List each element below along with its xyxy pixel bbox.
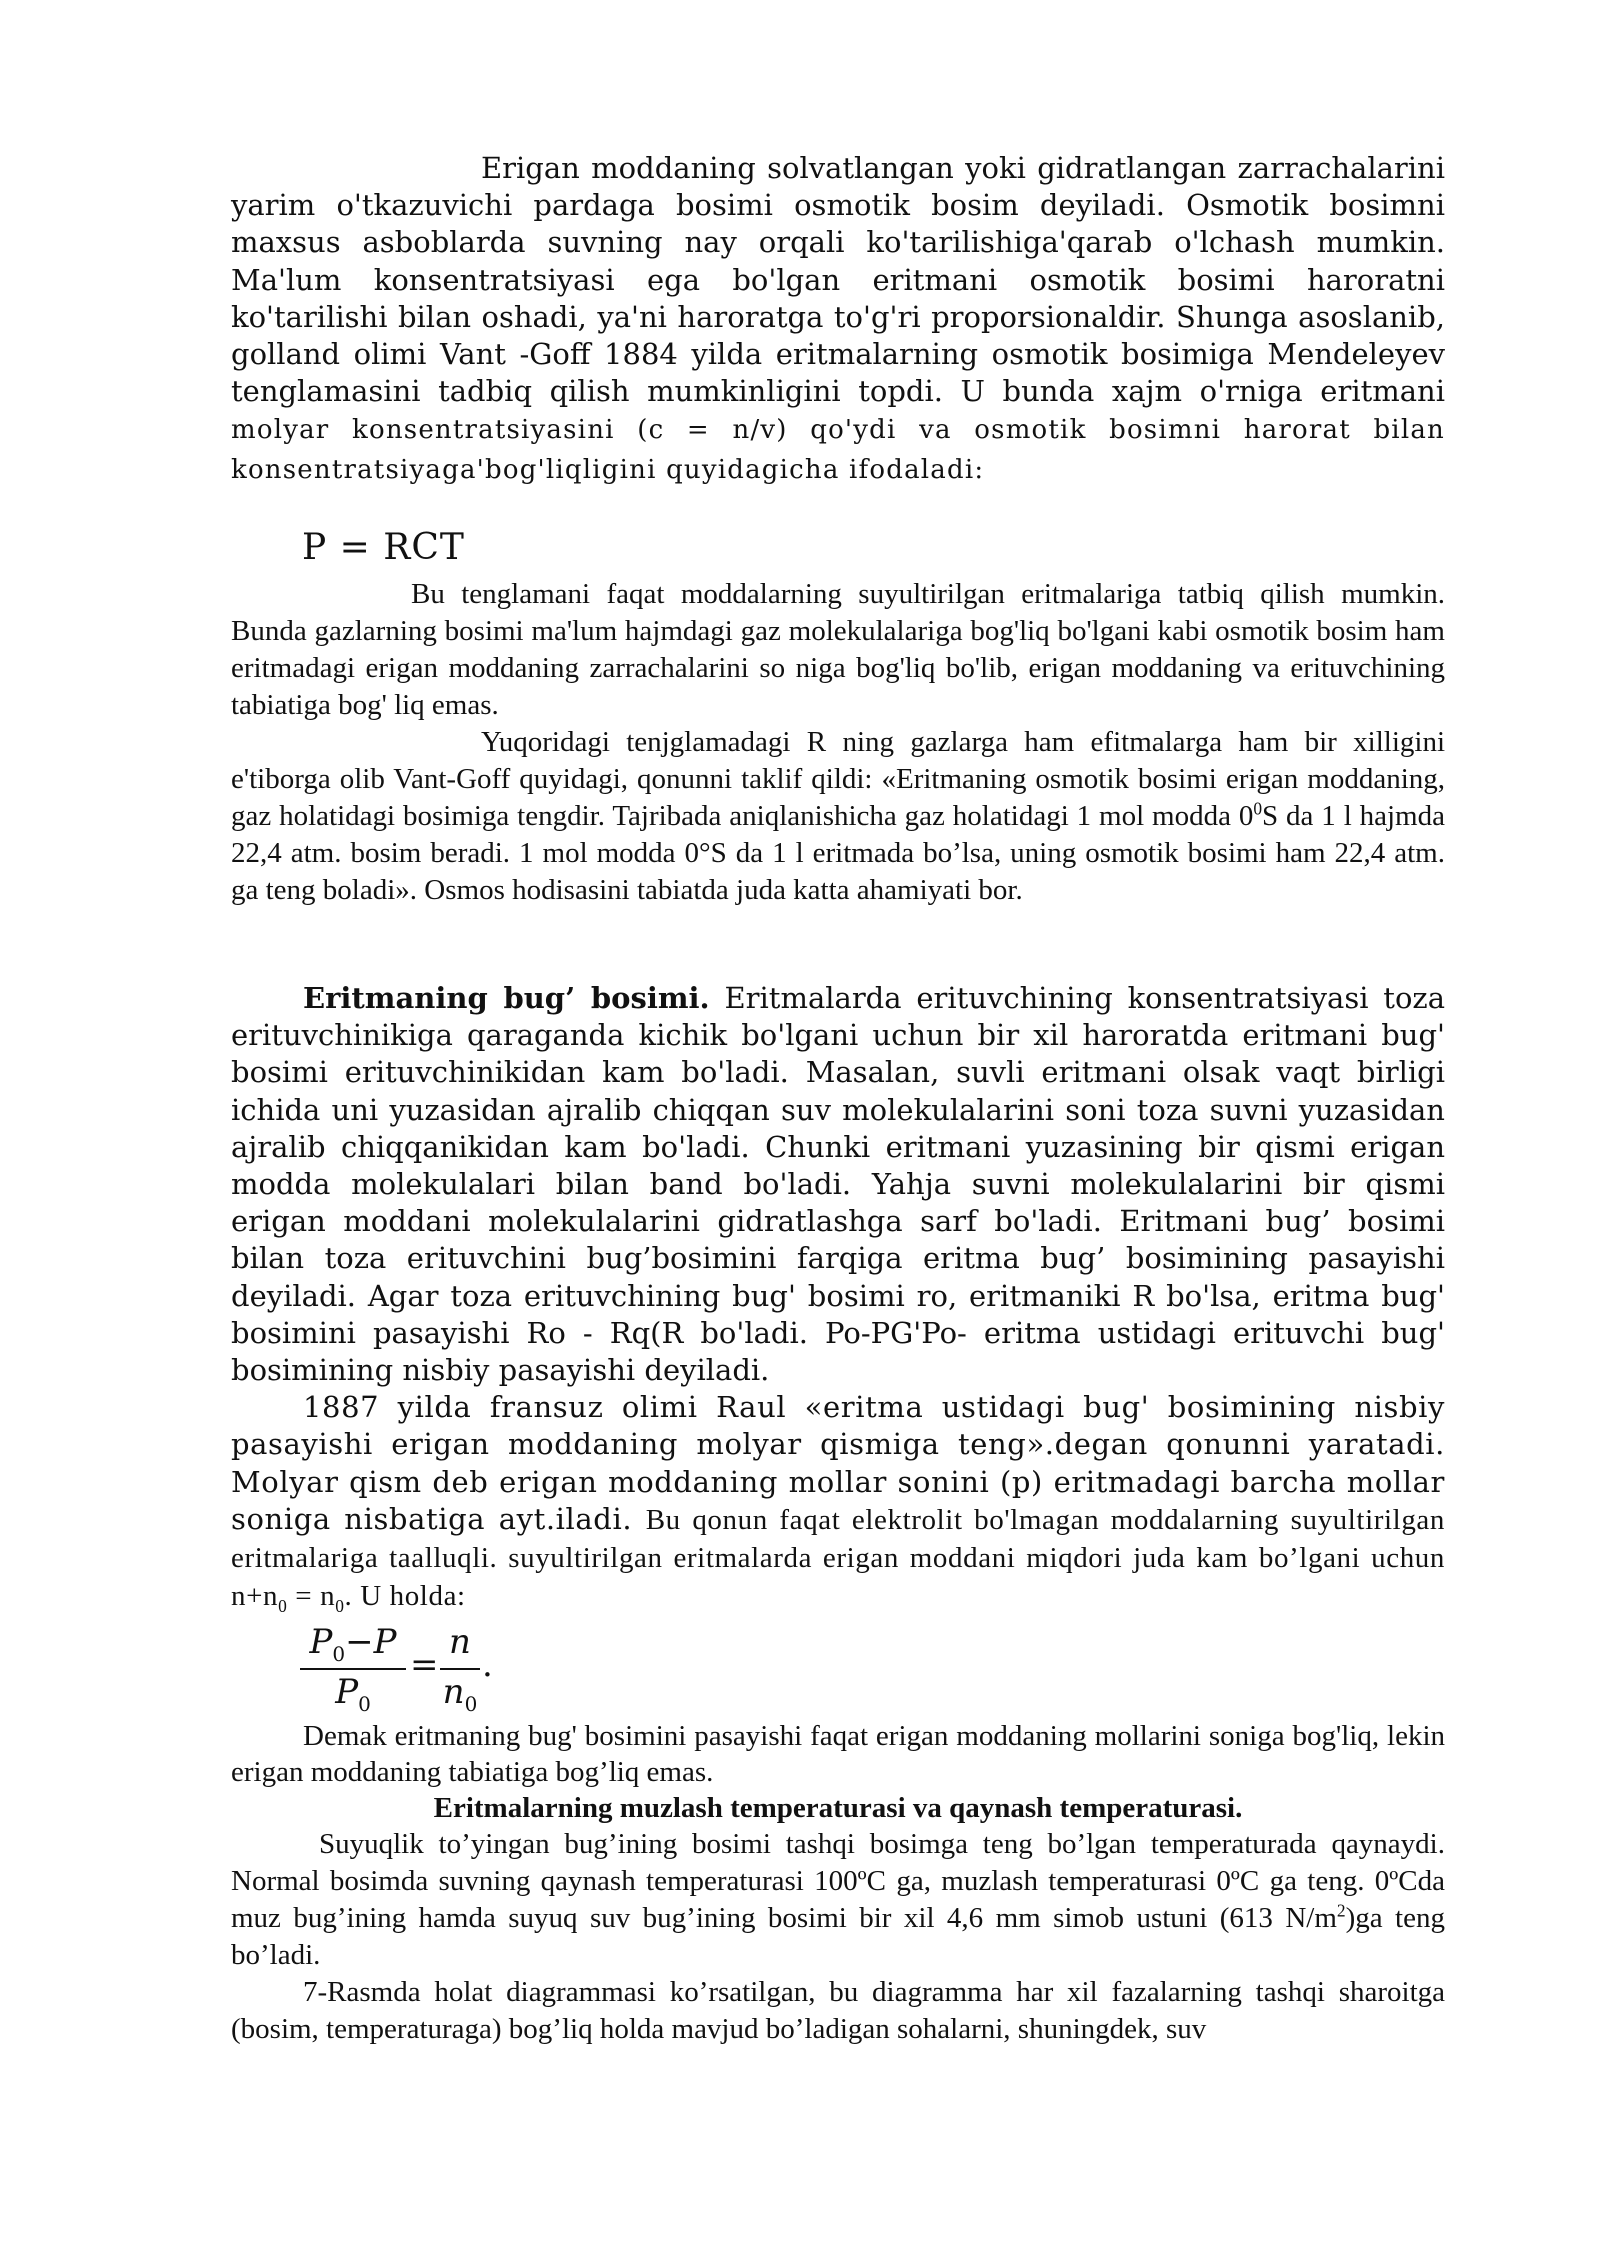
symbol: P — [335, 1672, 359, 1712]
subscript: 0 — [335, 1596, 345, 1617]
paragraph-text: . U holda: — [344, 1580, 466, 1613]
subscript: 0 — [278, 1596, 288, 1617]
paragraph-text: 1887 yilda fransuz olimi Raul «eritma ustidagi bug' bosimining nisbiy pasayishi erigan moddaning molyar qismiga teng».degan qonunni yaratadi. Molyar qism deb erigan moddaning mollar sonini (p) eritmadagi barcha mollar soniga nisbatiga ayt.iladi. — [231, 1390, 1445, 1536]
paragraph-text: )ga teng bo’ladi. — [231, 1902, 1445, 1971]
paragraph-text: Erigan moddaning solvatlangan yoki gidratlangan zarrachalarini yarim o'tkazuvichi pardaga bosimi osmotik bosim deyiladi. Osmotik bosimni maxsus asboblarda suvning nay orqali ko'tarilishiga'qarab o'lchash mumkin. Ma'lum konsentratsiyasi ega bo'lgan eritmani osmotik bosimi haroratni ko'tarilishi bilan oshadi, ya'ni haroratga to'g'ri proporsionaldir. Shunga asoslanib, golland olimi Vant -Goff 1884 yilda eritmalarning osmotik bosimiga Mendeleyev tenglamasini tadbiq qilish mumkinligini topdi. U bunda xajm o'rniga eritmani — [231, 151, 1445, 409]
paragraph-phase-diagram: 7-Rasmda holat diagrammasi ko’rsatilgan, bu diagramma har xil fazalarning tashqi sharoitga (bosim, temperaturaga) bog’liq holda mavjud bo’ladigan sohalarni, shuningdek, suv — [231, 1976, 1445, 2045]
fraction-denominator — [440, 1670, 480, 1714]
symbol: P — [309, 1622, 333, 1662]
paragraph-boiling — [231, 1826, 1445, 1974]
formula-van-t-hoff: P = RCT — [302, 527, 465, 568]
section-van-t-hoff — [231, 576, 1445, 909]
paragraph-osmotic-definition — [231, 150, 1445, 489]
superscript: 0 — [1253, 798, 1263, 819]
paragraph-text: = n — [287, 1580, 336, 1613]
section-title-freezing-boiling: Eritmalarning muzlash temperaturasi va qaynash temperaturasi. — [433, 1792, 1243, 1824]
equals-sign: = — [410, 1645, 439, 1685]
paragraph-van-t-hoff-law — [231, 724, 1445, 909]
paragraph-text-tail: Bu qonun faqat elektrolit bo'lmagan moddalarning suyultirilgan eritmalariga taalluqli. suyultirilgan eritmalarda erigan moddani miqdori juda kam bo’lgani uchun n+n — [231, 1503, 1445, 1613]
paragraph-vapor-pressure — [231, 980, 1445, 1389]
paragraph-text-tail: molyar konsentratsiyasini (c = n/v) qo'ydi va osmotik bosimni harorat bilan konsentratsiyaga'bog'liqligini quyidagicha ifodaladi: — [231, 415, 1445, 485]
paragraph-raoult-law — [231, 1389, 1445, 1615]
period: . — [482, 1645, 493, 1685]
fraction-numerator — [300, 1620, 406, 1664]
subscript: 0 — [464, 1691, 478, 1716]
fraction-denominator — [300, 1670, 406, 1714]
paragraph-text: Suyuqlik to’yingan bug’ining bosimi tashqi bosimga teng bo’lgan temperaturada qaynaydi. Normal bosimda suvning qaynash temperaturasi 100ºC ga, muzlash temperaturasi 0ºC ga teng. 0ºCda muz bug’ining hamda suyuq suv bug’ining bosimi bir xil 4,6 mm simob ustuni (613 N/m — [231, 1828, 1445, 1934]
fraction-numerator: n — [449, 1622, 471, 1662]
subscript: 0 — [332, 1641, 346, 1666]
paragraph-text: Eritmalarda erituvchining konsentratsiyasi toza erituvchinikiga qaraganda kichik bo'lgani uchun bir xil haroratda eritmani bug' bosimi erituvchinikidan kam bo'ladi. Masalan, suvli eritmani olsak vaqt birligi ichida uni yuzasidan ajralib chiqqan suv molekulalarini soni toza suvni yuzasidan ajralib chiqqanikidan kam bo'ladi. Chunki eritmani yuzasining bir qismi erigan modda molekulalari bilan band bo'ladi. Yahja suvni molekulalarini bir qismi erigan moddani molekulalarini gidratlashga sarf bo'ladi. Eritmani bug’ bosimi bilan toza erituvchini bug’bosimini farqiga eritma bug’ bosimining pasayishi deyiladi. Agar toza erituvchining bug' bosimi ro, eritmaniki R bo'lsa, eritma bug' bosimini pasayishi Ro - Rq(R bo'ladi. Po-PG'Po- eritma ustidagi erituvchi bug' bosimining nisbiy pasayishi deyiladi. — [231, 981, 1445, 1388]
symbol: n — [442, 1672, 465, 1712]
paragraph-dilute-solutions: Bu tenglamani faqat moddalarning suyultirilgan eritmalariga tatbiq qilish mumkin. Bunda gazlarning bosimi ma'lum hajmdagi gaz molekulalariga bog'liq bo'lgani kabi osmotik bosim ham eritmadagi erigan moddaning zarrachalarini so niga bog'liq bo'lib, erigan moddaning va erituvchining tabiatiga bog' liq emas. — [231, 578, 1445, 721]
superscript: 2 — [1336, 1900, 1346, 1921]
section-osmotic-pressure — [231, 150, 1445, 489]
section-title-vapor-pressure: Eritmaning bug’ bosimi. — [303, 981, 710, 1015]
paragraph-text: Yuqoridagi tenjglamadagi R ning gazlarga ham efitmalarga ham bir xilligini e'tiborga olib Vant-Goff quyidagi, qonunni taklif qildi: «Eritmaning osmotik bosimi erigan moddaning, gaz holatidagi bosimiga tengdir. Tajribada aniqlanishicha gaz holatidagi 1 mol modda 0 — [231, 726, 1445, 832]
subscript: 0 — [358, 1691, 371, 1716]
symbol: −P — [345, 1622, 397, 1662]
paragraph-conclusion: Demak eritmaning bug' bosimini pasayishi faqat erigan moddaning mollarini soniga bog'liq, lekin erigan moddaning tabiatiga bog’liq emas. — [231, 1720, 1445, 1788]
section-vapor-pressure — [231, 980, 1445, 1615]
section-conclusion — [231, 1718, 1445, 2048]
paragraph-text: S da 1 l hajmda 22,4 atm. bosim beradi. 1 mol modda 0°S da 1 l eritmada bo’lsa, uning osmotik bosimi ham 22,4 atm. ga teng boladi». Osmos hodisasini tabiatda juda katta ahamiyati bor. — [231, 800, 1445, 906]
